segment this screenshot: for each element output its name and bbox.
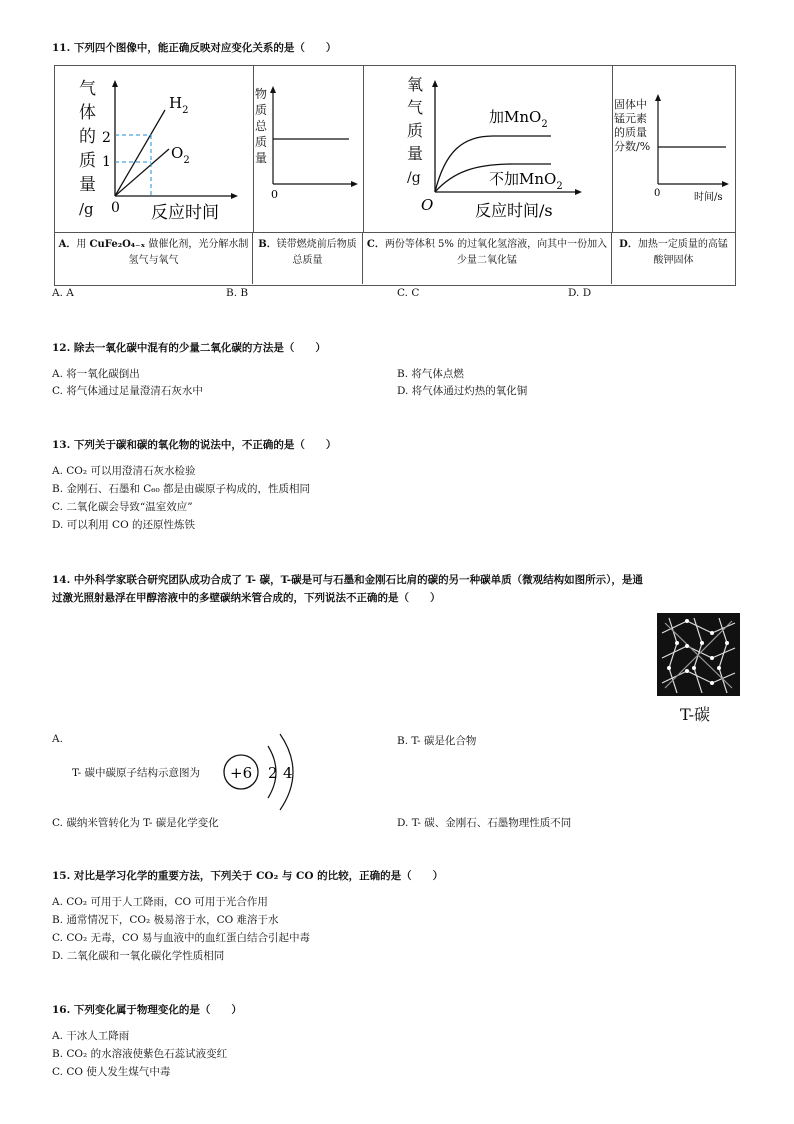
graph-a-line2-label: O [171, 144, 184, 162]
q11-stem: 11. 下列四个图像中，能正确反映对应变化关系的是（ ） [52, 42, 337, 54]
q15-stem: 15. 对比是学习化学的重要方法，下列关于 CO₂ 与 CO 的比较，正确的是（ ） [52, 870, 444, 882]
t-carbon-lattice-svg [657, 613, 740, 696]
graph-c-curve1-label: 加MnO [489, 108, 542, 126]
q15-option-d[interactable]: D. 二氧化碳和一氧化碳化学性质相同 [52, 950, 225, 962]
graph-a-origin: 0 [111, 200, 120, 216]
caption-b-text: 镁带燃烧前后物质总质量 [276, 239, 357, 266]
svg-text:O2 [171, 144, 190, 166]
graph-a-ylabel-2: 的 [79, 127, 96, 147]
svg-text:H2 [169, 94, 188, 116]
graph-a-tick-2: 2 [102, 130, 111, 146]
q13-option-c[interactable]: C. 二氧化碳会导致“温室效应” [52, 501, 193, 513]
caption-c-letter: C． [366, 239, 385, 250]
q12-stem: 12. 除去一氧化碳中混有的少量二氧化碳的方法是（ ） [52, 342, 326, 354]
caption-c [363, 233, 612, 284]
caption-d [612, 233, 735, 284]
q11-graph-table [54, 65, 736, 286]
graph-a-svg [55, 66, 253, 232]
q12-option-c[interactable]: C. 将气体通过足量澄清石灰水中 [52, 385, 203, 397]
graph-a-ylabel-4: 量 [79, 175, 96, 195]
graph-b-ylabel-1: 质 [255, 103, 268, 117]
graph-d-xlabel: 时间/s [694, 192, 723, 203]
svg-text:加MnO2 [489, 108, 548, 130]
caption-b [253, 233, 363, 284]
graph-a-xlabel: 反应时间 [151, 203, 219, 223]
caption-b-letter: B． [258, 239, 277, 250]
graph-b-ylabel-0: 物 [255, 87, 268, 101]
q16-option-c[interactable]: C. CO 使人发生煤气中毒 [52, 1066, 171, 1078]
svg-text:不加MnO2 [489, 170, 563, 192]
q15-option-a[interactable]: A. CO₂ 可用于人工降雨，CO 可用于光合作用 [52, 896, 268, 908]
graph-a-line2-sub: 2 [183, 155, 190, 166]
caption-a-text2: 做催化剂，光分解水制氢气与氧气 [128, 239, 249, 266]
q11-option-d[interactable]: D. D [568, 287, 592, 299]
graph-c-xlabel: 反应时间/s [475, 201, 553, 220]
q11-option-b[interactable]: B. B [226, 287, 249, 299]
q13-stem: 13. 下列关于碳和碳的氧化物的说法中，不正确的是（ ） [52, 439, 337, 451]
graph-c-ylabel-4: /g [407, 170, 421, 186]
carbon-atom-diagram [218, 728, 308, 818]
t-carbon-structure-image [657, 613, 740, 696]
q16-option-a[interactable]: A. 干冰人工降雨 [52, 1030, 130, 1042]
graph-c-ylabel-1: 气 [407, 98, 424, 117]
graph-c-curve2-label: 不加MnO [489, 170, 557, 188]
q14-stem-line1: 14. 中外科学家联合研究团队成功合成了 T- 碳，T-碳是可与石墨和金刚石比肩的碳的另一种碳单质（微观结构如图所示），是通 [52, 574, 643, 586]
q12-option-d[interactable]: D. 将气体通过灼热的氧化铜 [397, 385, 528, 397]
caption-a-formula: CuFe₂O₄₋ₓ [89, 239, 146, 250]
graph-d-origin: 0 [654, 188, 661, 199]
graph-c-origin: O [421, 196, 434, 214]
q11-option-a[interactable]: A. A [52, 287, 74, 299]
graph-d-ylabel-1: 锰元素 [614, 112, 647, 125]
graph-d [612, 66, 735, 232]
graph-b-ylabel-2: 总 [255, 119, 268, 133]
caption-a-text1: 用 [76, 239, 87, 250]
graph-a-ylabel-0: 气 [79, 79, 96, 99]
q14-stem-line2: 过激光照射悬浮在甲醇溶液中的多壁碳纳米管合成的，下列说法不正确的是（ ） [52, 592, 441, 604]
q11-option-c[interactable]: C. C [397, 287, 420, 299]
q12-option-a[interactable]: A. 将一氧化碳倒出 [52, 368, 140, 380]
graph-a-line1-sub: 2 [182, 105, 189, 116]
q16-option-b[interactable]: B. CO₂ 的水溶液使紫色石蕊试液变红 [52, 1048, 228, 1060]
graph-b-origin: 0 [271, 188, 278, 201]
q13-option-a[interactable]: A. CO₂ 可以用澄清石灰水检验 [52, 465, 196, 477]
graph-a [55, 66, 254, 232]
graph-c-ylabel-2: 质 [407, 121, 424, 140]
graph-d-ylabel-0: 固体中 [614, 98, 647, 111]
graph-c-svg [363, 66, 612, 232]
graph-d-ylabel-2: 的质量 [614, 126, 647, 139]
q13-option-b[interactable]: B. 金刚石、石墨和 C₆₀ 都是由碳原子构成的，性质相同 [52, 483, 311, 495]
q15-option-b[interactable]: B. 通常情况下，CO₂ 极易溶于水，CO 难溶于水 [52, 914, 279, 926]
q13-option-d[interactable]: D. 可以利用 CO 的还原性炼铁 [52, 519, 196, 531]
graph-b-ylabel-4: 量 [255, 151, 268, 165]
atom-shell1: 2 [268, 764, 278, 782]
graph-a-ylabel-5: /g [79, 200, 94, 218]
q12-option-b[interactable]: B. 将气体点燃 [397, 368, 464, 380]
graph-b-svg [253, 66, 363, 232]
q14-option-c[interactable]: C. 碳纳米管转化为 T- 碳是化学变化 [52, 817, 219, 829]
graph-c [363, 66, 613, 232]
graph-a-line1-label: H [169, 94, 183, 112]
atom-shell2: 4 [283, 764, 293, 782]
caption-c-text: 两份等体积 5% 的过氧化氢溶液，向其中一份加入少量二氧化锰 [384, 239, 608, 266]
q15-option-c[interactable]: C. CO₂ 无毒，CO 易与血液中的血红蛋白结合引起中毒 [52, 932, 311, 944]
graph-d-ylabel-3: 分数/% [614, 140, 651, 153]
graph-c-ylabel-3: 量 [407, 144, 424, 163]
caption-a-letter: A． [58, 239, 77, 250]
atom-nucleus: +6 [230, 764, 253, 782]
q16-stem: 16. 下列变化属于物理变化的是（ ） [52, 1004, 242, 1016]
graph-c-curve1-sub: 2 [541, 119, 548, 130]
graph-c-curve2-sub: 2 [556, 181, 563, 192]
q14-option-a-text: T- 碳中碳原子结构示意图为 [72, 767, 201, 779]
graph-c-ylabel-0: 氧 [407, 75, 424, 94]
graph-b-ylabel-3: 质 [255, 135, 268, 149]
t-carbon-caption: T-碳 [680, 705, 711, 724]
q14-option-d[interactable]: D. T- 碳、金刚石、石墨物理性质不同 [397, 817, 572, 829]
graph-a-tick-1: 1 [102, 154, 111, 170]
graph-d-svg [612, 66, 735, 232]
caption-d-text: 加热一定质量的高锰酸钾固体 [637, 239, 728, 266]
graph-a-ylabel-3: 质 [79, 151, 96, 171]
caption-a [55, 233, 253, 284]
graph-a-ylabel-1: 体 [79, 103, 96, 123]
caption-d-letter: D． [619, 239, 638, 250]
graph-b [253, 66, 364, 232]
q14-option-b[interactable]: B. T- 碳是化合物 [397, 735, 477, 747]
q14-option-a-letter[interactable]: A. [52, 733, 63, 745]
